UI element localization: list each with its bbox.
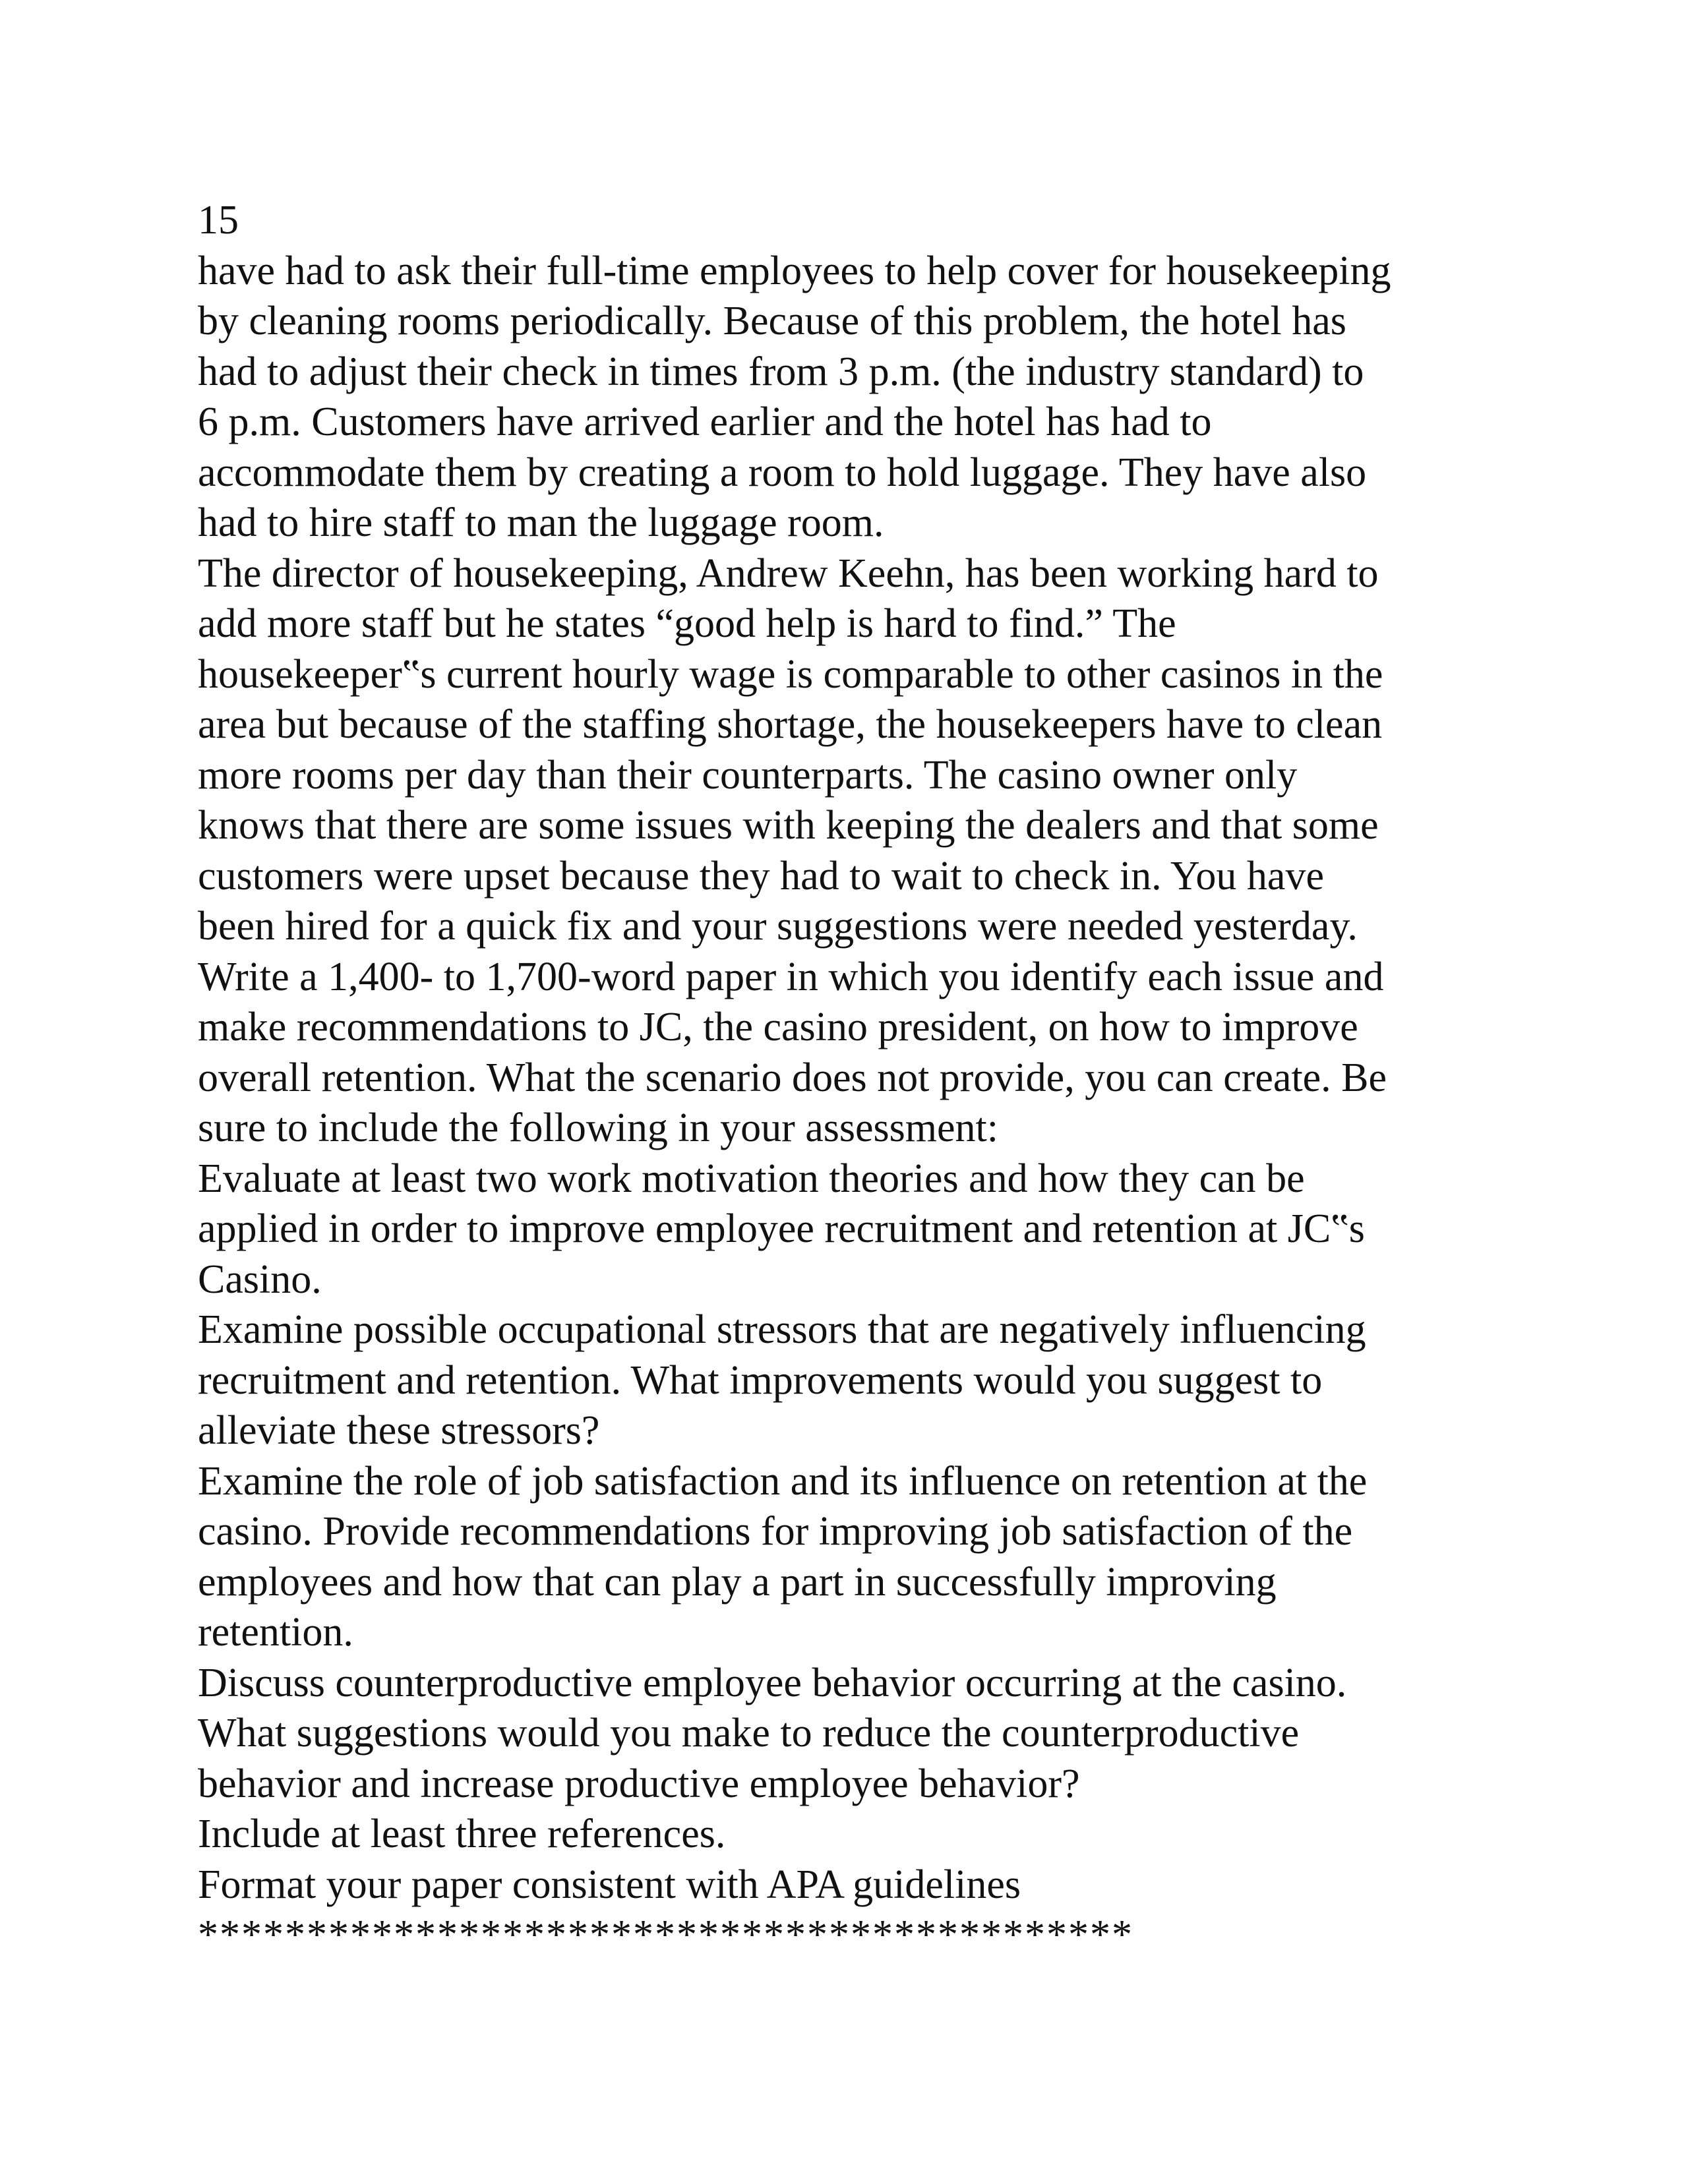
document-body <box>198 195 1530 1961</box>
text-line: had to adjust their check in times from 3 p.m. (the industry standard) to <box>198 349 1364 394</box>
text-line: behavior and increase productive employee behavior? <box>198 1761 1080 1806</box>
text-line: overall retention. What the scenario does not provide, you can create. Be <box>198 1055 1387 1100</box>
text-line: alleviate these stressors? <box>198 1408 600 1453</box>
text-line: had to hire staff to man the luggage room. <box>198 500 884 545</box>
text-line: knows that there are some issues with keeping the dealers and that some <box>198 803 1379 848</box>
text-line: accommodate them by creating a room to hold luggage. They have also <box>198 450 1367 495</box>
text-line: Discuss counterproductive employee behavior occurring at the casino. <box>198 1660 1347 1705</box>
text-line: area but because of the staffing shortage, the housekeepers have to clean <box>198 702 1383 747</box>
text-line: sure to include the following in your assessment: <box>198 1106 998 1150</box>
text-line: Casino. <box>198 1256 322 1302</box>
text-line: add more staff but he states “good help is hard to find.” The <box>198 601 1176 646</box>
text-line: 6 p.m. Customers have arrived earlier and the hotel has had to <box>198 399 1212 444</box>
text-line: customers were upset because they had to wait to check in. You have <box>198 853 1324 899</box>
text-line: Format your paper consistent with APA guidelines <box>198 1862 1021 1907</box>
text-line: have had to ask their full-time employees to help cover for housekeeping <box>198 248 1391 293</box>
text-line: Include at least three references. <box>198 1812 726 1856</box>
text-line: Evaluate at least two work motivation theories and how they can be <box>198 1156 1305 1201</box>
text-line: Examine possible occupational stressors that are negatively influencing <box>198 1307 1366 1352</box>
text-line: Write a 1,400- to 1,700-word paper in which you identify each issue and <box>198 954 1384 999</box>
text-line: by cleaning rooms periodically. Because of this problem, the hotel has <box>198 299 1346 343</box>
text-line: housekeeper‟s current hourly wage is comparable to other casinos in the <box>198 651 1383 697</box>
text-line: applied in order to improve employee recruitment and retention at JC‟s <box>198 1206 1365 1251</box>
text-line: casino. Provide recommendations for improving job satisfaction of the <box>198 1509 1353 1554</box>
text-line: Examine the role of job satisfaction and its influence on retention at the <box>198 1458 1368 1504</box>
text-line: make recommendations to JC, the casino president, on how to improve <box>198 1005 1358 1049</box>
text-line: retention. <box>198 1610 353 1655</box>
text-line: recruitment and retention. What improvements would you suggest to <box>198 1357 1323 1403</box>
text-line: What suggestions would you make to reduce the counterproductive <box>198 1711 1300 1756</box>
text-line: employees and how that can play a part in successfully improving <box>198 1559 1277 1605</box>
text-line: more rooms per day than their counterparts. The casino owner only <box>198 752 1298 798</box>
page-number: 15 <box>198 198 239 243</box>
text-line: The director of housekeeping, Andrew Keehn, has been working hard to <box>198 550 1379 596</box>
separator-line: ******************************************* <box>198 1912 1133 1957</box>
text-line: been hired for a quick fix and your suggestions were needed yesterday. <box>198 904 1358 949</box>
